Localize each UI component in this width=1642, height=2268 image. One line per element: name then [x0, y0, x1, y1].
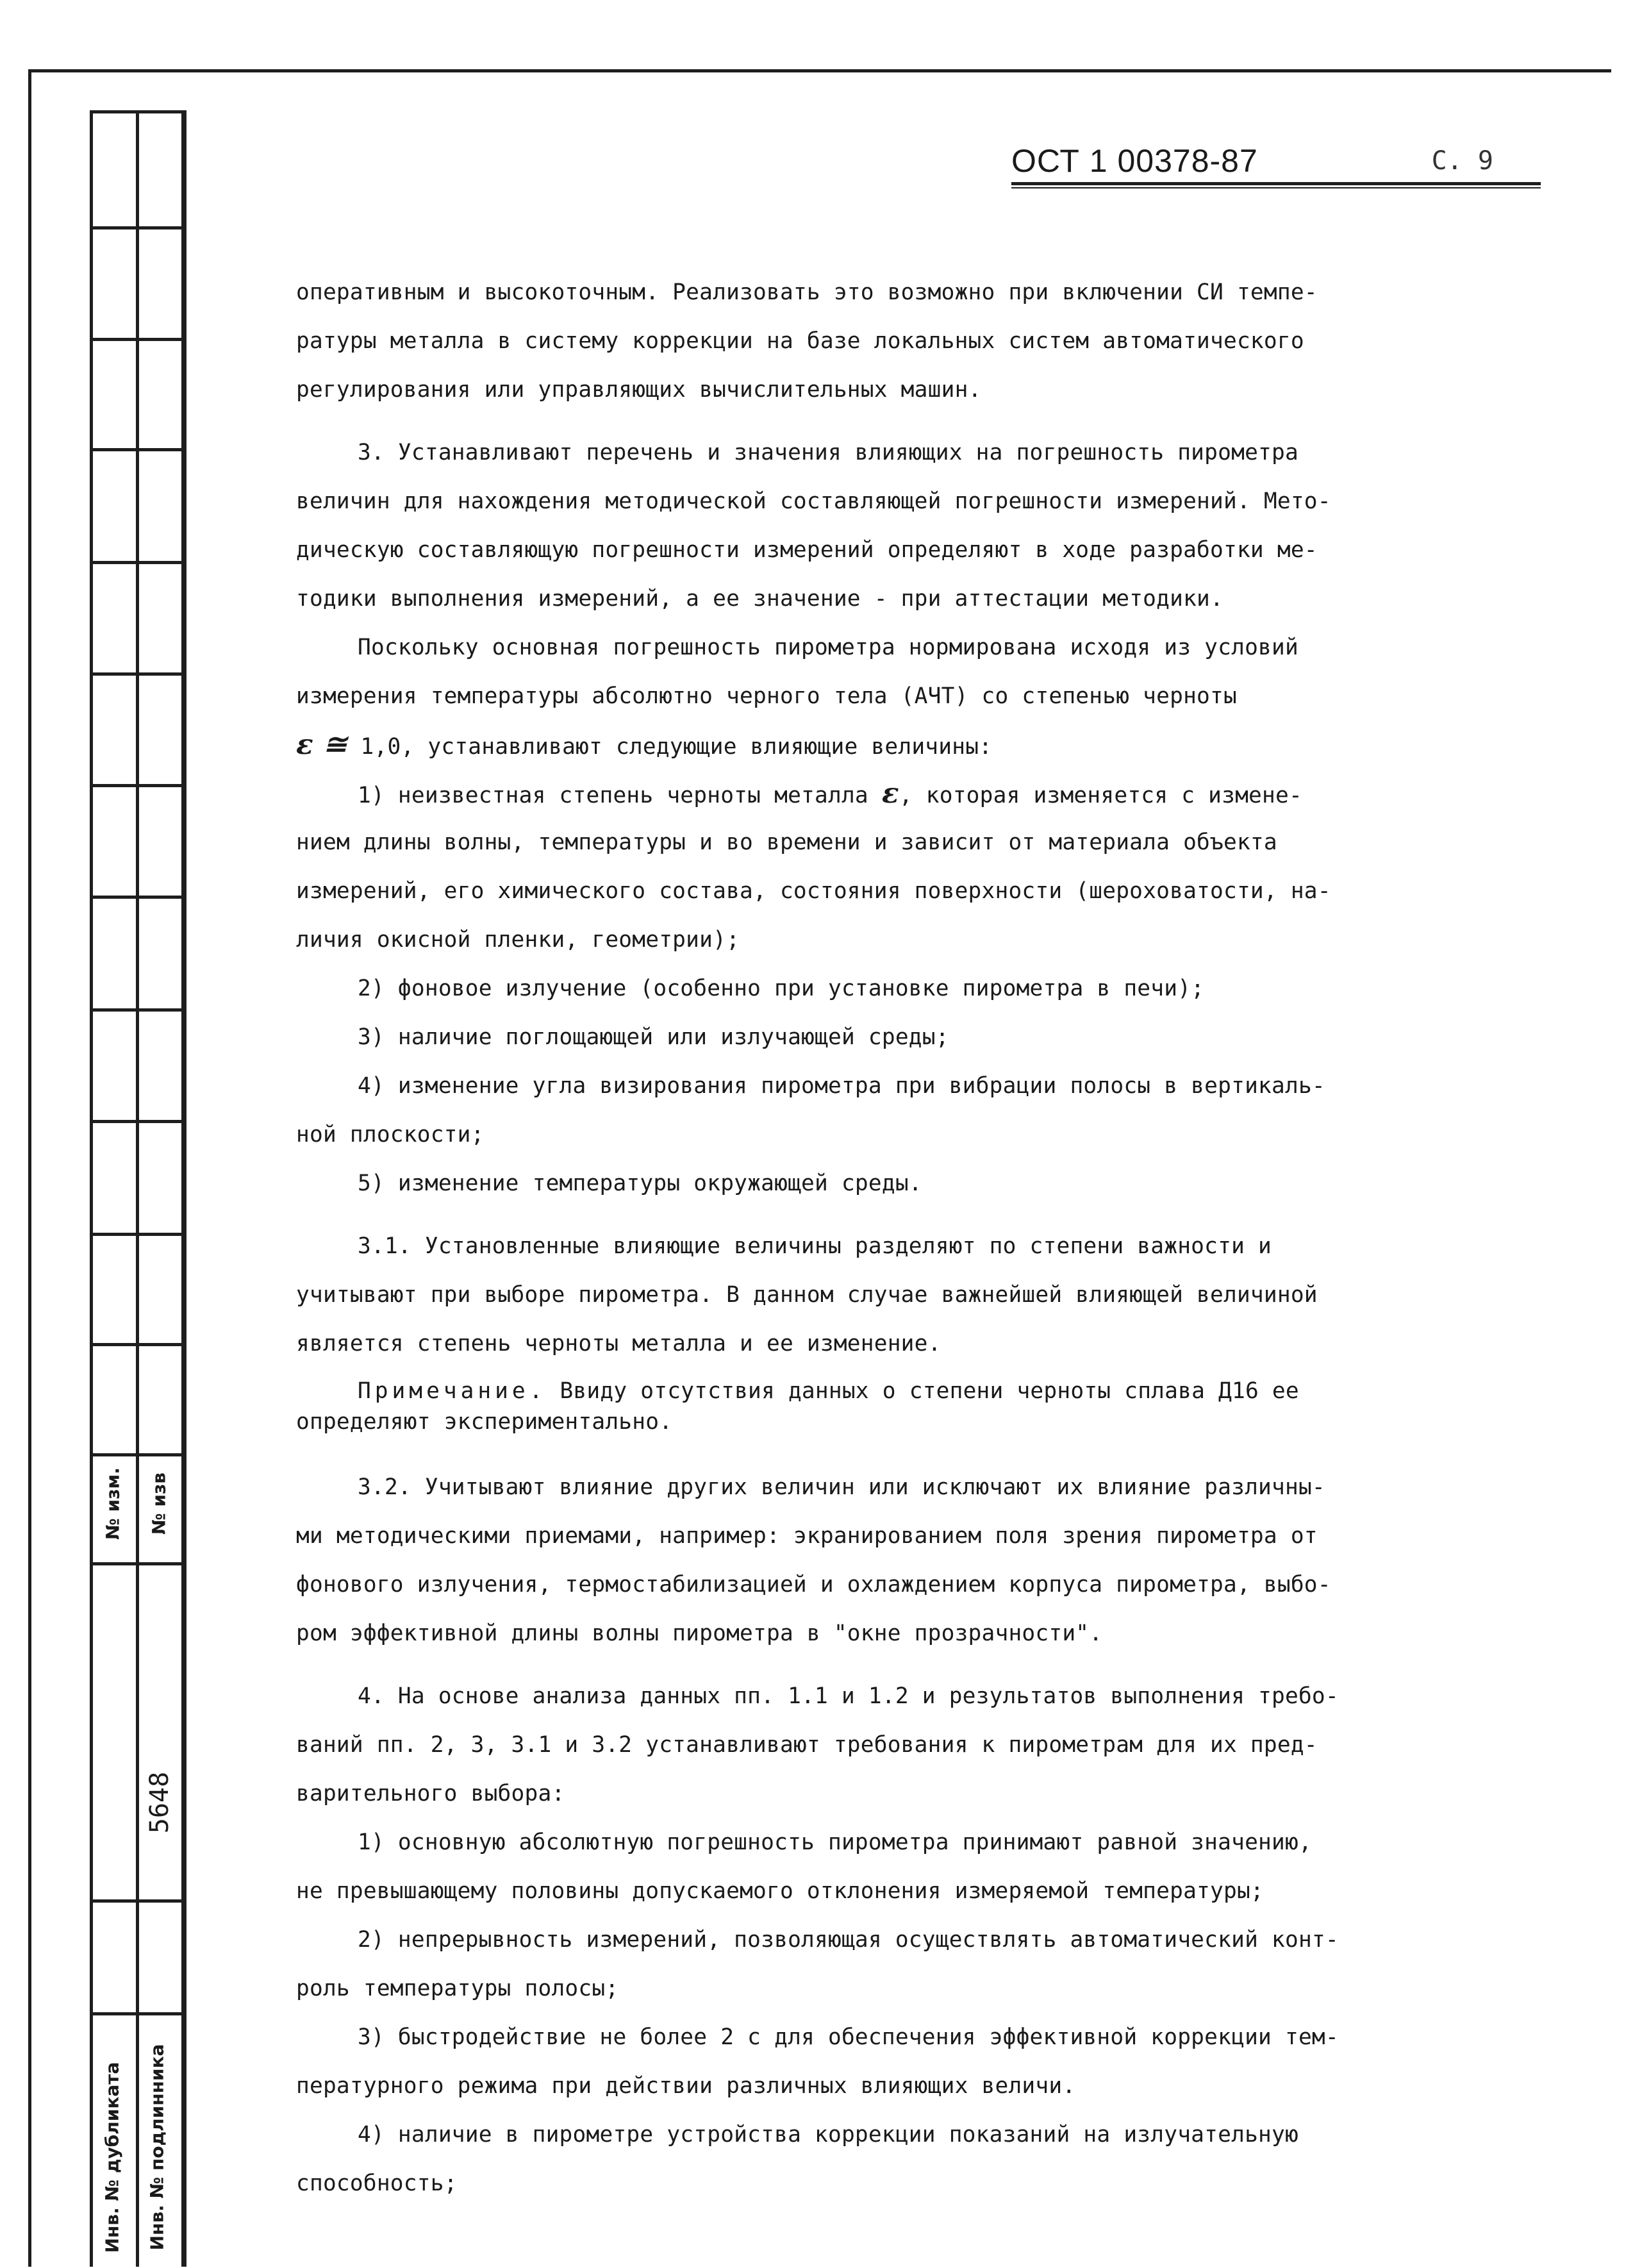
document-code: ОСТ 1 00378-87: [1011, 143, 1258, 179]
text-line: роль температуры полосы;: [296, 1976, 619, 2001]
text-line: 3) наличие поглощающей или излучающей среды;: [358, 1024, 949, 1050]
text-line: 3. Устанавливают перечень и значения влияющих на погрешность пирометра: [358, 440, 1298, 465]
text-span: 1,0, устанавливают следующие влияющие величины:: [347, 734, 993, 760]
stamp-izm-label: № изм.: [102, 1467, 124, 1540]
stamp-original-number: 5648: [145, 1771, 174, 1834]
text-area-border: [183, 110, 187, 2267]
text-line: учитывают при выборе пирометра. В данном случае важнейшей влияющей величиной: [296, 1282, 1318, 1308]
text-line: тодики выполнения измерений, а ее значение - при аттестации методики.: [296, 586, 1223, 612]
text-line: нием длины волны, температуры и во времени и зависит от материала объекта: [296, 830, 1277, 855]
stamp-inv-orig-label: Инв. № подлинника: [146, 2044, 168, 2251]
text-line: 4) изменение угла визирования пирометра при вибрации полосы в вертикаль-: [358, 1073, 1325, 1099]
text-line: пературного режима при действии различных влияющих величи.: [296, 2073, 1076, 2099]
text-line: является степень черноты металла и ее изменение.: [296, 1331, 941, 1356]
epsilon-symbol: ε: [881, 777, 899, 810]
text-line: [296, 769, 1482, 818]
text-line: варительного выбора:: [296, 1781, 565, 1806]
text-line: 1) основную абсолютную погрешность пирометра принимают равной значению,: [358, 1830, 1312, 1855]
stamp-inv-dup-label: Инв. № дубликата: [101, 2062, 123, 2253]
document-body: [296, 268, 1482, 2208]
text-line: способность;: [296, 2171, 458, 2196]
text-line: [296, 721, 1482, 769]
text-line: не превышающему половины допускаемого отклонения измеряемой температуры;: [296, 1878, 1264, 1904]
text-span: 1) неизвестная степень черноты металла: [358, 783, 882, 808]
text-span: Ввиду отсутствия данных о степени черноты сплава Д16 ее: [546, 1378, 1299, 1404]
text-line: ратуры металла в систему коррекции на базе локальных систем автоматического: [296, 328, 1304, 354]
text-line: 3.2. Учитывают влияние других величин или исключают их влияние различны-: [358, 1474, 1325, 1500]
page-header: [1011, 142, 1543, 187]
text-line: ной плоскости;: [296, 1122, 485, 1147]
text-line: 2) непрерывность измерений, позволяющая осуществлять автоматический конт-: [358, 1927, 1339, 1953]
text-line: измерений, его химического состава, состояния поверхности (шероховатости, на-: [296, 878, 1331, 904]
text-line: личия окисной пленки, геометрии);: [296, 927, 740, 953]
page-number: С. 9: [1431, 146, 1493, 176]
text-line: 4) наличие в пирометре устройства коррекции показаний на излучательную: [358, 2122, 1298, 2147]
text-line: 2) фоновое излучение (особенно при установке пирометра в печи);: [358, 976, 1205, 1001]
text-line: фонового излучения, термостабилизацией и охлаждением корпуса пирометра, выбо-: [296, 1572, 1331, 1597]
text-line: дическую составляющую погрешности измерений определяют в ходе разработки ме-: [296, 537, 1318, 563]
stamp-izv-label: № изв: [148, 1472, 170, 1535]
epsilon-symbol: ε ≅: [296, 728, 347, 761]
text-line: регулирования или управляющих вычислительных машин.: [296, 377, 982, 403]
text-line: ром эффективной длины волны пирометра в "окне прозрачности".: [296, 1621, 1103, 1646]
text-span: , которая изменяется с измене-: [899, 783, 1302, 808]
header-rule-thin: [1011, 187, 1541, 188]
text-line: оперативным и высокоточным. Реализовать это возможно при включении СИ темпе-: [296, 279, 1318, 305]
text-line: измерения температуры абсолютно черного тела (АЧТ) со степенью черноты: [296, 683, 1237, 709]
note-line: [296, 1376, 1482, 1406]
text-line: 4. На основе анализа данных пп. 1.1 и 1.2 и результатов выполнения требо-: [358, 1683, 1339, 1709]
text-line: Поскольку основная погрешность пирометра нормирована исходя из условий: [358, 635, 1298, 660]
margin-stamp: [90, 110, 185, 2267]
text-line: ми методическими приемами, например: экранированием поля зрения пирометра от: [296, 1523, 1318, 1549]
text-line: 5) изменение температуры окружающей среды.: [358, 1171, 922, 1196]
text-line: 3.1. Установленные влияющие величины разделяют по степени важности и: [358, 1233, 1272, 1259]
text-line: ваний пп. 2, 3, 3.1 и 3.2 устанавливают требования к пирометрам для их пред-: [296, 1732, 1318, 1758]
text-line: 3) быстродействие не более 2 с для обеспечения эффективной коррекции тем-: [358, 2024, 1339, 2050]
header-rule: [1011, 182, 1541, 185]
note-label: Примечание.: [358, 1378, 547, 1404]
note-line: определяют экспериментально.: [296, 1409, 673, 1435]
text-line: величин для нахождения методической составляющей погрешности измерений. Мето-: [296, 488, 1331, 514]
